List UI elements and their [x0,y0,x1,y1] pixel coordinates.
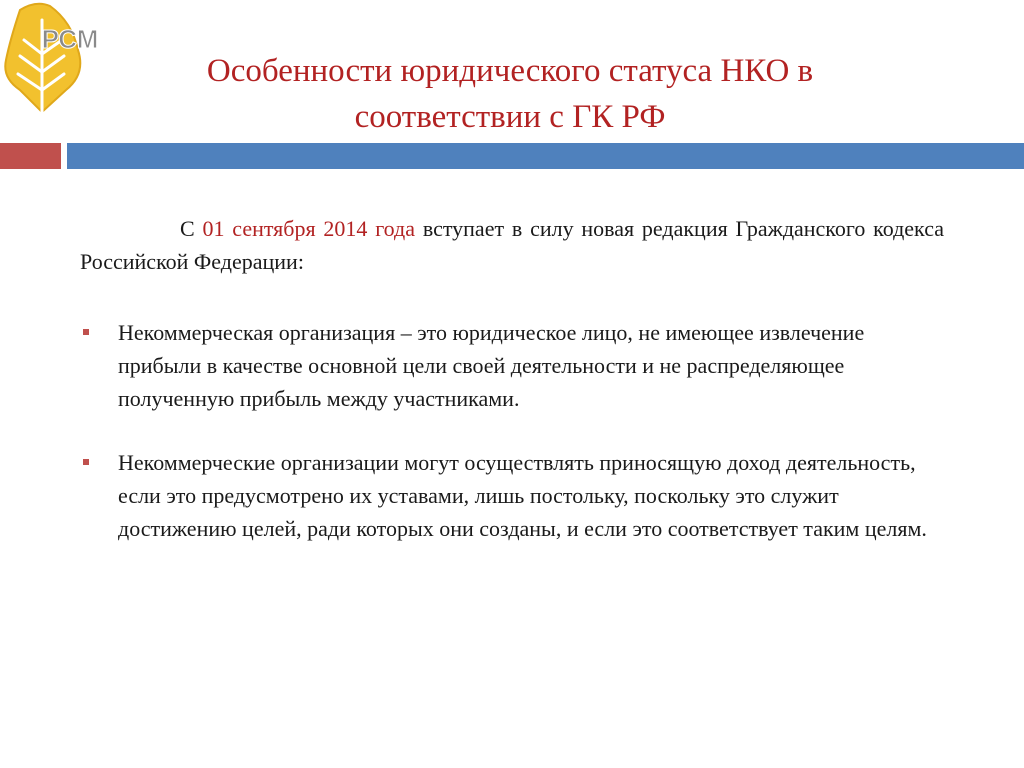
rsm-logo [0,0,115,122]
slide-body [80,212,944,576]
intro-paragraph [80,212,944,278]
bullet-icon [83,329,89,335]
intro-prefix: С [180,216,203,241]
bullet-list [80,316,944,545]
intro-date: 01 сентября 2014 года [202,216,416,241]
bullet-text: Некоммерческая организация – это юридическое лицо, не имеющее извлечение прибыли в качестве основной цели своей деятельности и не распределяющее полученную прибыль между участниками. [118,320,865,411]
logo-lettering: РСМ [41,24,99,54]
intro-suffix: вступает в силу новая редакция Гражданского кодекса Российской Федерации: [80,216,944,274]
birch-leaf-icon [0,0,115,122]
header-bar-red [0,143,61,169]
header-bar-blue [67,143,1024,169]
slide-title: Особенности юридического статуса НКО в соответствии с ГК РФ [206,53,814,135]
list-item [80,316,944,415]
list-item [80,446,944,545]
bullet-text: Некоммерческие организации могут осуществлять приносящую доход деятельность, если это предусмотрено их уставами, лишь постольку, поскольку это служит достижению целей, ради которых они созданы, и если это соответствует таким целям. [118,450,927,541]
bullet-icon [83,459,89,465]
